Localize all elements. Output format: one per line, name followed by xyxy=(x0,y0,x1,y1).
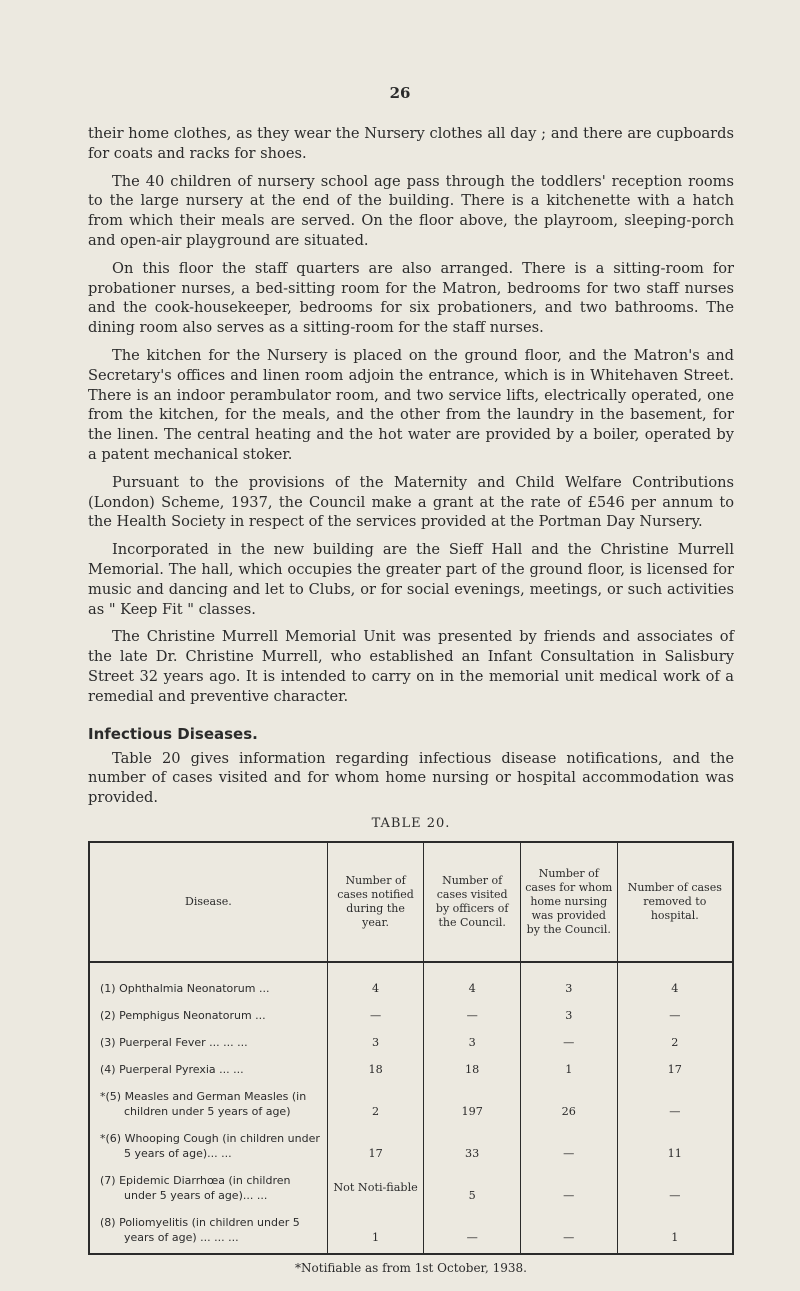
cell-nursing: — xyxy=(520,1125,617,1167)
cell-notified: 18 xyxy=(327,1056,424,1083)
cell-visited: 4 xyxy=(424,962,521,1002)
column-header-home-nursing: Number of cases for whom home nursing was provided by the Council. xyxy=(520,842,617,962)
paragraph: Pursuant to the provisions of the Maternity and Child Welfare Contributions (London) Scheme, 1937, the Council make a grant at the rate of £546 per annum to the Health Society in respect of the services provided at the Portman Day Nursery. xyxy=(88,473,734,531)
disease-name: (4) Puerperal Pyrexia ... ... xyxy=(100,1062,244,1076)
cell-nursing: 26 xyxy=(520,1083,617,1125)
cell-nursing: — xyxy=(520,1167,617,1209)
page-content xyxy=(88,124,734,1275)
column-header-notified: Number of cases notified during the year. xyxy=(327,842,424,962)
table-row xyxy=(89,1125,733,1167)
disease-name: *(6) Whooping Cough (in children under 5 years of age)... ... xyxy=(100,1131,320,1160)
cell-hospital: 4 xyxy=(617,962,733,1002)
disease-name: *(5) Measles and German Measles (in children under 5 years of age) xyxy=(100,1089,307,1118)
paragraph: Incorporated in the new building are the Sieff Hall and the Christine Murrell Memorial. The hall, which occupies the greater part of the ground floor, is licensed for music and dancing and let to Clubs, or for social evenings, meetings, or such activities as " Keep Fit " classes. xyxy=(88,541,734,618)
footnote: *Notifiable as from 1st October, 1938. xyxy=(295,1260,527,1275)
infectious-diseases-table xyxy=(88,841,734,1255)
cell-visited: 18 xyxy=(424,1056,521,1083)
cell-notified: Not Noti-fiable xyxy=(327,1167,424,1209)
cell-visited: 3 xyxy=(424,1029,521,1056)
cell-nursing: 3 xyxy=(520,962,617,1002)
cell-hospital: 1 xyxy=(617,1209,733,1254)
page-number: 26 xyxy=(389,84,411,102)
disease-name: (1) Ophthalmia Neonatorum ... xyxy=(100,981,270,995)
section-heading: Infectious Diseases. xyxy=(88,724,258,743)
cell-notified: 1 xyxy=(327,1209,424,1254)
cell-nursing: 3 xyxy=(520,1002,617,1029)
cell-notified: 4 xyxy=(327,962,424,1002)
cell-notified: 17 xyxy=(327,1125,424,1167)
table-row xyxy=(89,1167,733,1209)
cell-hospital: — xyxy=(617,1083,733,1125)
cell-nursing: — xyxy=(520,1029,617,1056)
disease-name: (7) Epidemic Diarrhœa (in children under 5 years of age)... ... xyxy=(100,1173,291,1202)
table-row xyxy=(89,1209,733,1254)
cell-visited: 197 xyxy=(424,1083,521,1125)
cell-notified: 3 xyxy=(327,1029,424,1056)
column-header-visited: Number of cases visited by officers of the Council. xyxy=(424,842,521,962)
cell-nursing: — xyxy=(520,1209,617,1254)
table-title: TABLE 20. xyxy=(371,815,451,831)
paragraph: their home clothes, as they wear the Nursery clothes all day ; and there are cupboards for coats and racks for shoes. xyxy=(88,125,734,162)
cell-hospital: 11 xyxy=(617,1125,733,1167)
cell-notified: 2 xyxy=(327,1083,424,1125)
disease-name: (8) Poliomyelitis (in children under 5 years of age) ... ... ... xyxy=(100,1215,300,1244)
table-row xyxy=(89,1002,733,1029)
cell-visited: 5 xyxy=(424,1167,521,1209)
cell-visited: — xyxy=(424,1209,521,1254)
column-header-disease: Disease. xyxy=(89,842,327,962)
cell-nursing: 1 xyxy=(520,1056,617,1083)
table-header-row xyxy=(89,842,733,962)
cell-hospital: 17 xyxy=(617,1056,733,1083)
table-row xyxy=(89,1029,733,1056)
cell-visited: — xyxy=(424,1002,521,1029)
column-header-hospital: Number of cases removed to hospital. xyxy=(617,842,733,962)
table-row xyxy=(89,962,733,1002)
section-paragraph: Table 20 gives information regarding infectious disease notifications, and the number of cases visited and for whom home nursing or hospital accommodation was provided. xyxy=(88,749,734,807)
disease-name: (2) Pemphigus Neonatorum ... xyxy=(100,1008,266,1022)
cell-notified: — xyxy=(327,1002,424,1029)
paragraph: The Christine Murrell Memorial Unit was presented by friends and associates of the late Dr. Christine Murrell, who established an Infant Consultation in Salisbury Street 32 years ago. It is intended to carry on in the memorial unit medical work of a remedial and preventive character. xyxy=(88,628,734,705)
paragraph: On this floor the staff quarters are also arranged. There is a sitting-room for probationer nurses, a bed-sitting room for the Matron, bedrooms for two staff nurses and the cook-housekeeper, bedrooms for six probationers, and two bathrooms. The dining room also serves as a sitting-room for the staff nurses. xyxy=(88,259,734,337)
cell-visited: 33 xyxy=(424,1125,521,1167)
paragraph: The 40 children of nursery school age pass through the toddlers' reception rooms to the large nursery at the end of the building. There is a kitchenette with a hatch from which their meals are served. On the floor above, the playroom, sleeping-porch and open-air playground are situated. xyxy=(88,172,734,249)
cell-hospital: — xyxy=(617,1167,733,1209)
table-row xyxy=(89,1056,733,1083)
table-row xyxy=(89,1083,733,1125)
paragraph: The kitchen for the Nursery is placed on the ground floor, and the Matron's and Secretary's offices and linen room adjoin the entrance, which is in Whitehaven Street. There is an indoor perambulator room, and two service lifts, electrically operated, one from the kitchen, for the meals, and the other from the laundry in the basement, for the linen. The central heating and the hot water are provided by a boiler, operated by a patent mechanical stoker. xyxy=(88,346,734,463)
cell-hospital: 2 xyxy=(617,1029,733,1056)
disease-name: (3) Puerperal Fever ... ... ... xyxy=(100,1035,248,1049)
cell-hospital: — xyxy=(617,1002,733,1029)
